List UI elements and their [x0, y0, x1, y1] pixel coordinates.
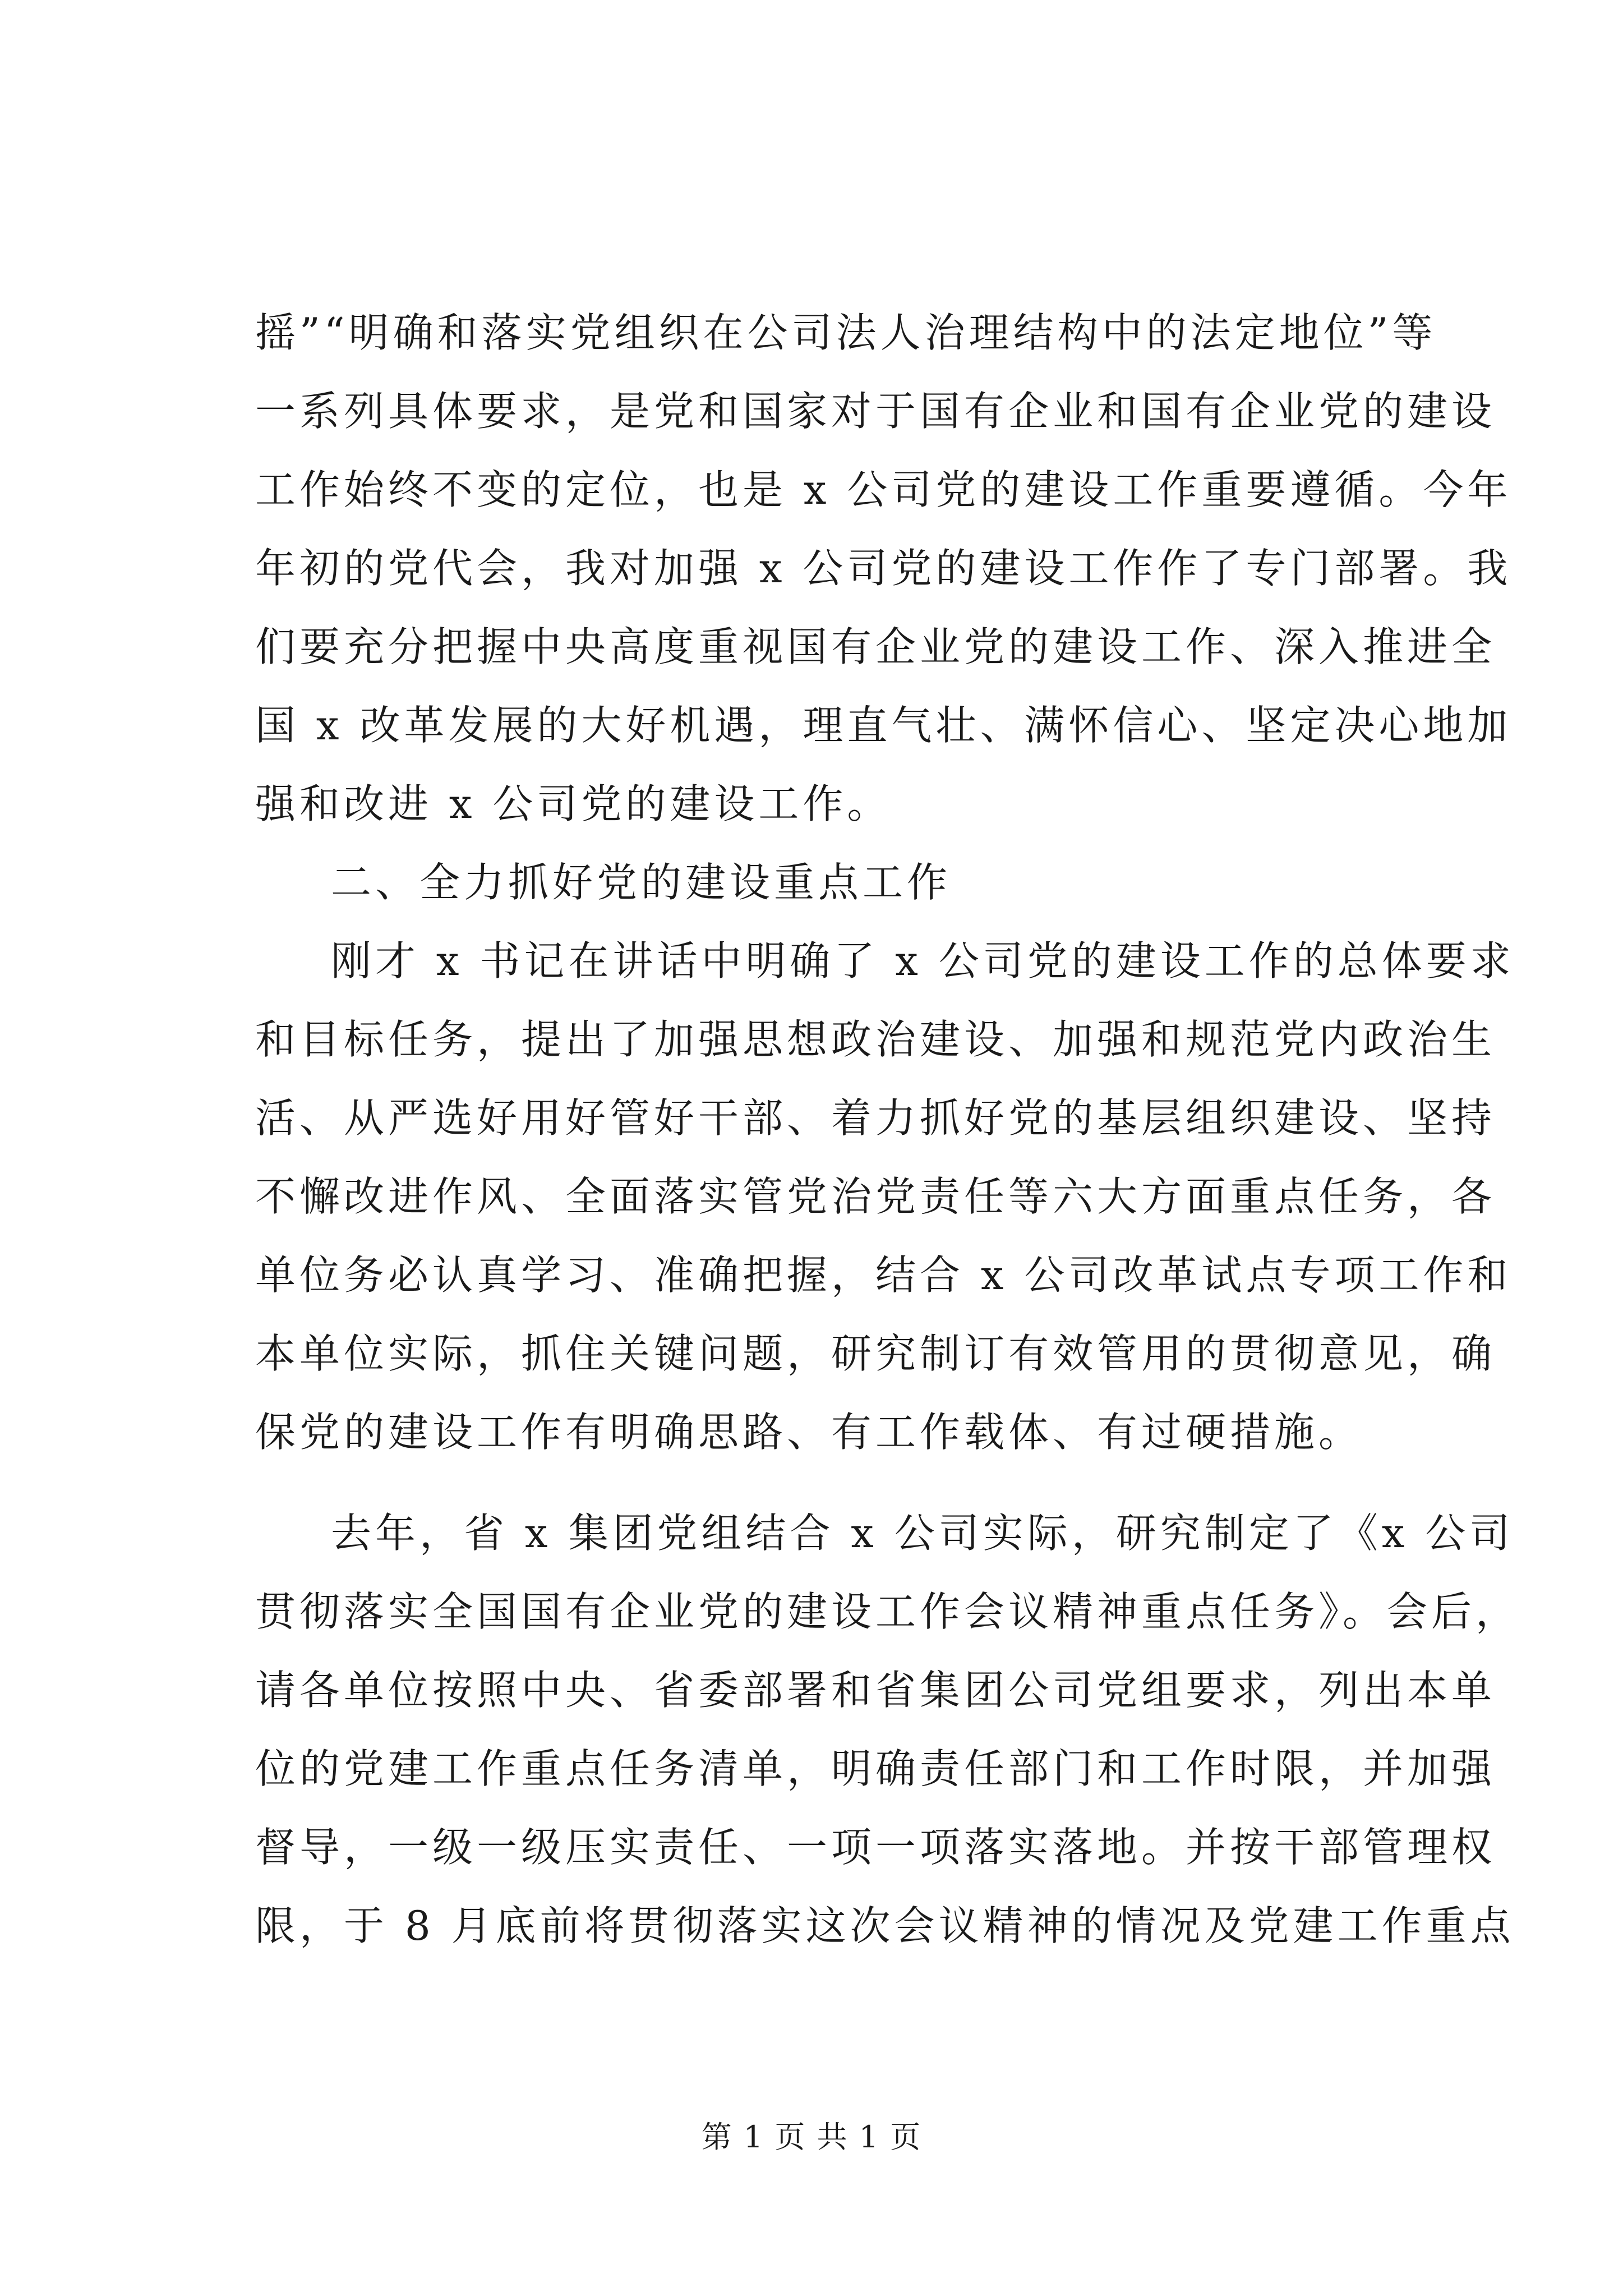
body-line-13: 单位务必认真学习、准确把握，结合 x 公司改革试点专项工作和 — [255, 1251, 1512, 1299]
body-line-14: 本单位实际，抓住关键问题，研究制订有效管用的贯彻意见，确 — [255, 1330, 1496, 1377]
page-number-footer: 第 1 页 共 1 页 — [701, 2119, 922, 2155]
body-line-1: 摇”“明确和落实党组织在公司法人治理结构中的法定地位”等 — [255, 309, 1437, 356]
body-line-6: 国 x 改革发展的大好机遇，理直气壮、满怀信心、坚定决心地加 — [255, 702, 1512, 749]
body-line-7: 强和改进 x 公司党的建设工作。 — [255, 780, 892, 827]
body-line-2: 一系列具体要求，是党和国家对于国有企业和国有企业党的建设 — [255, 388, 1496, 435]
body-line-12: 不懈改进作风、全面落实管党治党责任等六大方面重点任务，各 — [255, 1173, 1496, 1220]
body-line-9: 刚才 x 书记在讲话中明确了 x 公司党的建设工作的总体要求 — [331, 937, 1515, 984]
body-line-15: 保党的建设工作有明确思路、有工作载体、有过硬措施。 — [255, 1409, 1363, 1456]
section-heading: 二、全力抓好党的建设重点工作 — [331, 859, 952, 906]
body-line-16: 去年，省 x 集团党组结合 x 公司实际，研究制定了《x 公司 — [331, 1510, 1514, 1557]
body-line-18: 请各单位按照中央、省委部署和省集团公司党组要求，列出本单 — [255, 1667, 1496, 1714]
body-line-4: 年初的党代会，我对加强 x 公司党的建设工作作了专门部署。我 — [255, 545, 1512, 592]
body-line-10: 和目标任务，提出了加强思想政治建设、加强和规范党内政治生 — [255, 1016, 1496, 1063]
body-line-17: 贯彻落实全国国有企业党的建设工作会议精神重点任务》。会后， — [255, 1588, 1520, 1635]
body-line-11: 活、从严选好用好管好干部、着力抓好党的基层组织建设、坚持 — [255, 1094, 1496, 1142]
body-line-20: 督导，一级一级压实责任、一项一项落实落地。并按干部管理权 — [255, 1824, 1496, 1871]
body-line-21: 限，于 8 月底前将贯彻落实这次会议精神的情况及党建工作重点 — [255, 1902, 1515, 1949]
body-line-3: 工作始终不变的定位，也是 x 公司党的建设工作重要遵循。今年 — [255, 466, 1512, 513]
body-line-19: 位的党建工作重点任务清单，明确责任部门和工作时限，并加强 — [255, 1745, 1496, 1792]
body-line-5: 们要充分把握中央高度重视国有企业党的建设工作、深入推进全 — [255, 623, 1496, 670]
